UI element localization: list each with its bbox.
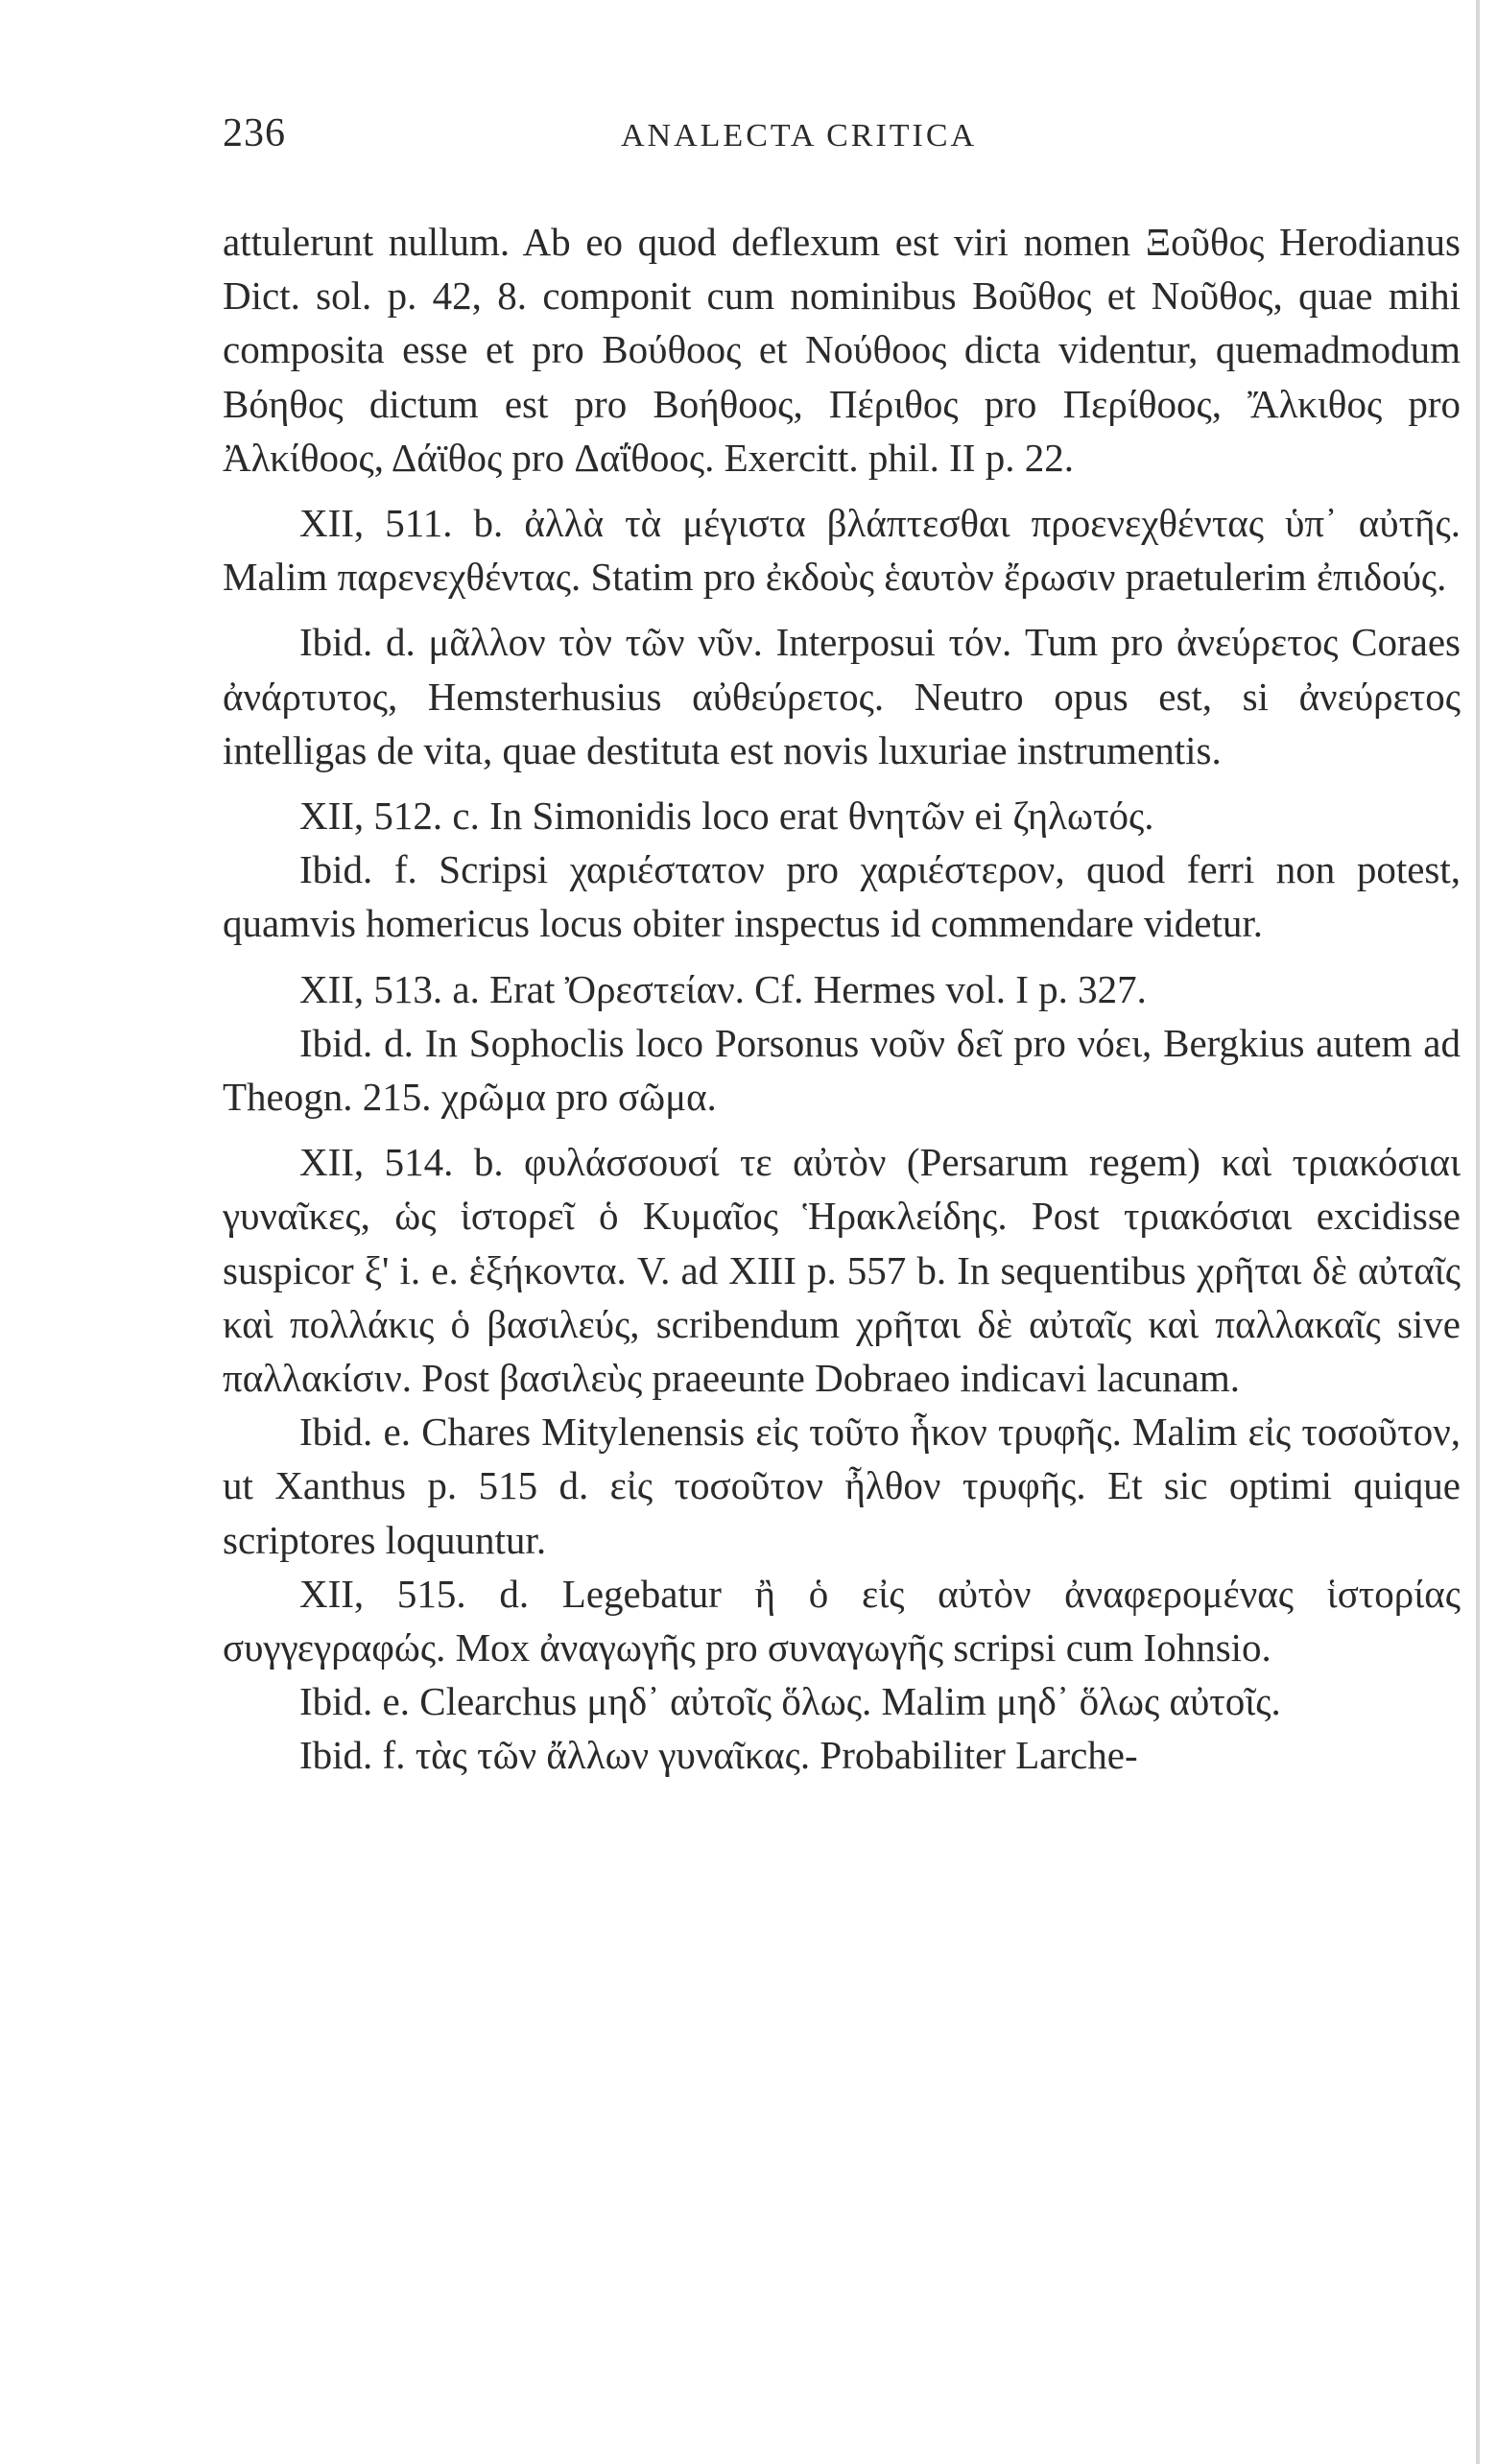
paragraph: XII, 515. d. Legebatur ἢ ὁ εἰς αὐτὸν ἀναφερομένας ἱστορίας συγγεγραφώς. Mox ἀναγωγῆς pro συναγωγῆς scripsi cum Iohnsio. — [223, 1571, 1461, 1670]
paragraph: XII, 513. a. Erat Ὀρεστείαν. Cf. Hermes vol. I p. 327. — [299, 966, 1147, 1011]
running-title: ANALECTA CRITICA — [621, 118, 978, 154]
paragraph: Ibid. d. μᾶλλον τὸν τῶν νῦν. Interposui τόν. Tum pro ἀνεύρετος Coraes ἀνάρτυτος, Hemsterhusius αὐθεύρετος. Neutro opus est, si ἀνεύρετος intelligas de vita, quae destituta est novis luxuriae instrumentis. — [223, 620, 1461, 772]
paragraph: Ibid. f. τὰς τῶν ἄλλων γυναῖκας. Probabiliter Larche- — [299, 1733, 1138, 1778]
paragraph: attulerunt nullum. Ab eo quod deflexum est viri nomen Ξοῦθος Herodianus Dict. sol. p. 42, 8. componit cum nominibus Βοῦθος et Νοῦθος, quae mihi composita esse et pro Βούθοος et Νούθοος dicta videntur, quemadmodum Βόηθος dictum est pro Βοήθοος, Πέριθος pro Περίθοος, Ἄλκιθος pro Ἀλκίθοος, Δάϊθος pro Δαΐθοος. Exercitt. phil. II p. 22. — [223, 220, 1461, 480]
paragraph: Ibid. e. Clearchus μηδ᾽ αὐτοῖς ὅλως. Malim μηδ᾽ ὅλως αὐτοῖς. — [299, 1679, 1281, 1724]
paragraph: XII, 514. b. φυλάσσουσί τε αὐτὸν (Persarum regem) καὶ τριακόσιαι γυναῖκες, ὡς ἱστορεῖ ὁ Κυμαῖος Ἡρακλείδης. Post τριακόσιαι excidisse suspicor ξ' i. e. ἑξήκοντα. V. ad XIII p. 557 b. In sequentibus χρῆται δὲ αὐταῖς καὶ πολλάκις ὁ βασιλεύς, scribendum χρῆται δὲ αὐταῖς καὶ παλλακαῖς sive παλλακίσιν. Post βασιλεὺς praeeunte Dobraeo indicavi lacunam. — [223, 1140, 1461, 1401]
paragraph: Ibid. d. In Sophoclis loco Porsonus νοῦν δεῖ pro νόει, Bergkius autem ad Theogn. 215. χρῶμα pro σῶμα. — [223, 1020, 1461, 1120]
paragraph: XII, 511. b. ἀλλὰ τὰ μέγιστα βλάπτεσθαι προενεχθέντας ὑπ᾽ αὐτῆς. Malim παρενεχθέντας. Statim pro ἐκδοὺς ἑαυτὸν ἔρωσιν praetulerim ἐπιδούς. — [223, 501, 1461, 600]
body-text — [223, 215, 1461, 1783]
page-number: 236 — [223, 111, 286, 155]
paragraph: Ibid. e. Chares Mitylenensis εἰς τοῦτο ἧκον τρυφῆς. Malim εἰς τοσοῦτον, ut Xanthus p. 515 d. εἰς τοσοῦτον ἦλθον τρυφῆς. Et sic optimi quique scriptores loquuntur. — [223, 1410, 1461, 1562]
paragraph: Ibid. f. Scripsi χαριέστατον pro χαριέστερον, quod ferri non potest, quamvis homericus locus obiter inspectus id commendare videtur. — [223, 847, 1461, 946]
paragraph: XII, 512. c. In Simonidis loco erat θνητῶν ei ζηλωτός. — [299, 794, 1154, 839]
page-edge — [1476, 0, 1480, 2464]
running-header — [223, 110, 1461, 168]
